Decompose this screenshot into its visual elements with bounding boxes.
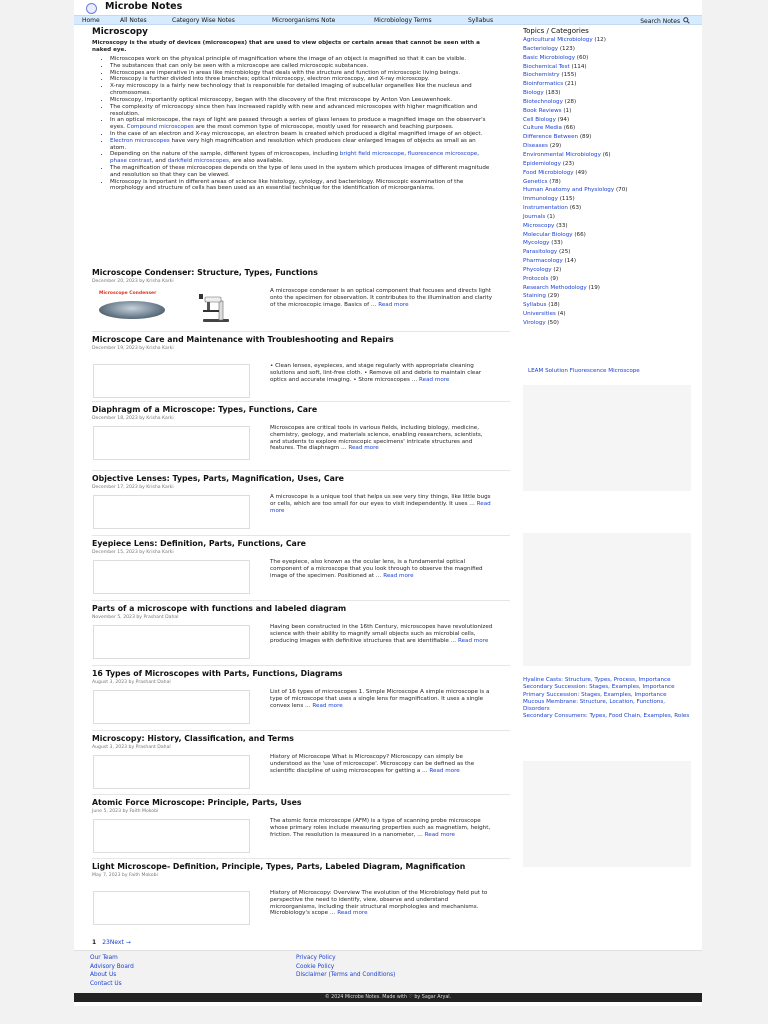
read-more-link[interactable]: Read more bbox=[312, 702, 343, 709]
post-excerpt bbox=[270, 818, 494, 838]
post-meta: December 18, 2023 by Krisha Karki bbox=[92, 415, 174, 421]
topic-link[interactable]: Biotechnology bbox=[523, 98, 563, 105]
topic-count: (94) bbox=[557, 116, 570, 123]
search-notes-button[interactable] bbox=[640, 17, 690, 25]
topic-link[interactable]: Instrumentation bbox=[523, 205, 568, 212]
recent-post-link[interactable]: Hyaline Casts: Structure, Types, Process, Importance bbox=[523, 677, 671, 683]
footer-links-column bbox=[90, 954, 134, 988]
footer-list-item bbox=[296, 971, 395, 980]
post-card bbox=[92, 539, 502, 579]
search-notes-label: Search Notes bbox=[640, 17, 681, 25]
post-card bbox=[92, 798, 502, 838]
topic-link[interactable]: Virology bbox=[523, 320, 546, 326]
post-excerpt-text: A microscope condenser is an optical component that focuses and directs light onto the specimen for observation. It contributes to the illumination and clarity of the microscopic image. Basics of … bbox=[270, 288, 493, 308]
topic-count: (70) bbox=[615, 187, 628, 194]
bullet-text: The magnification of these microscopes depends on the type of lens used in the system which produces images of different magnitude and resolution so that they can be viewed. bbox=[110, 165, 490, 178]
bullet-text: In the case of an electron and X-ray microscope, an electron beam is created which produced a digital magnified image of an object. bbox=[110, 130, 483, 137]
topic-list-item bbox=[523, 204, 691, 213]
bullet-text: , bbox=[477, 151, 480, 158]
recent-post-link[interactable]: Mucous Membrane: Structure, Location, Functions, Disorders bbox=[523, 698, 666, 713]
topic-link[interactable]: Biology bbox=[523, 90, 544, 97]
topic-count: (63) bbox=[569, 205, 582, 212]
footer-link[interactable]: Our Team bbox=[90, 955, 118, 961]
page-container bbox=[74, 0, 702, 1006]
topic-list-item bbox=[523, 54, 691, 63]
topic-list-item bbox=[523, 257, 691, 266]
post-excerpt bbox=[270, 494, 494, 514]
article-bullet-item bbox=[110, 97, 492, 104]
post-thumbnail[interactable] bbox=[93, 690, 250, 724]
article-bullet-list bbox=[110, 56, 492, 192]
topic-list-item bbox=[523, 124, 691, 133]
topic-count: (6) bbox=[602, 151, 611, 158]
post-title-link[interactable]: Eyepiece Lens: Definition, Parts, Functions, Care bbox=[92, 539, 306, 548]
post-title-link[interactable]: Diaphragm of a Microscope: Types, Functions, Care bbox=[92, 405, 318, 414]
topic-list-item bbox=[523, 248, 691, 257]
inline-topic-link[interactable]: Electron microscopes bbox=[110, 137, 170, 144]
post-excerpt-text: The eyepiece, also known as the ocular lens, is a fundamental optical component of a microscope that you look through to observe the magnified image of the specimen. Positioned at … bbox=[270, 559, 483, 579]
topic-list-item bbox=[523, 142, 691, 151]
topic-count: (78) bbox=[549, 178, 561, 185]
topic-count: (183) bbox=[545, 90, 561, 97]
article-intro: Microscopy is the study of devices (microscopes) that are used to view objects or certain areas that cannot be seen with a naked eye. bbox=[92, 40, 480, 53]
topic-link[interactable]: Bacteriology bbox=[523, 45, 559, 52]
main-navigation bbox=[74, 15, 702, 25]
topic-count: (9) bbox=[550, 275, 559, 282]
topic-count: (14) bbox=[564, 258, 577, 265]
post-meta: November 5, 2023 by Prashant Dahal bbox=[92, 614, 179, 620]
topic-list-item bbox=[523, 222, 691, 231]
article-bullet-item bbox=[110, 117, 492, 131]
search-icon bbox=[683, 17, 690, 24]
post-meta: December 15, 2023 by Krisha Karki bbox=[92, 549, 174, 555]
post-meta: December 17, 2023 by Krisha Karki bbox=[92, 484, 174, 490]
topic-list-item bbox=[523, 160, 691, 169]
read-more-link[interactable]: Read more bbox=[348, 445, 379, 452]
topic-list-item bbox=[523, 213, 691, 222]
inline-topic-link[interactable]: fluorescence microscope bbox=[407, 151, 478, 158]
topic-count: (21) bbox=[564, 81, 577, 88]
topic-count: (33) bbox=[551, 240, 563, 247]
bullet-text: In an optical microscope, the rays of light are passed through a series of glass lenses to produce a magnified image on the observer's eyes. bbox=[110, 117, 486, 131]
nav-item-all-notes[interactable]: All Notes bbox=[120, 16, 147, 24]
post-title-link[interactable]: Atomic Force Microscope: Principle, Parts, Uses bbox=[92, 798, 302, 807]
topic-link[interactable]: Genetics bbox=[523, 178, 548, 185]
post-title-link[interactable]: 16 Types of Microscopes with Parts, Functions, Diagrams bbox=[92, 669, 343, 678]
topic-count: (29) bbox=[547, 293, 560, 300]
topic-count: (155) bbox=[561, 72, 577, 79]
topic-list-item bbox=[523, 266, 691, 275]
post-excerpt-text: A microscope is a unique tool that helps us see very tiny things, like little bugs or cells, which are too small for our eyes to visit independently. It uses … bbox=[270, 494, 491, 507]
post-title-link[interactable]: Microscopy: History, Classification, and Terms bbox=[92, 734, 294, 743]
topic-list-item bbox=[523, 301, 691, 310]
topic-link[interactable]: Biochemistry bbox=[523, 72, 560, 79]
topic-list-item bbox=[523, 169, 691, 178]
article-bullet-item bbox=[110, 138, 492, 152]
article-bullet-item bbox=[110, 70, 492, 77]
topic-link[interactable]: Research Methodology bbox=[523, 284, 587, 291]
post-title-link[interactable]: Microscope Condenser: Structure, Types, Functions bbox=[92, 268, 318, 277]
topic-link[interactable]: Universities bbox=[523, 311, 556, 318]
topic-link[interactable]: Molecular Biology bbox=[523, 231, 573, 238]
topic-link[interactable]: Environmental Microbiology bbox=[523, 151, 601, 158]
post-meta: August 3, 2023 by Prashant Dahal bbox=[92, 679, 171, 685]
condenser-image bbox=[99, 301, 165, 319]
post-meta: June 5, 2023 by Faith Mokobi bbox=[92, 808, 159, 814]
post-excerpt bbox=[270, 288, 494, 308]
bullet-text: are the most common type of microscope, mostly used for research and teaching purposes. bbox=[193, 124, 454, 131]
post-excerpt-text: • Clean lenses, eyepieces, and stage regularly with appropriate cleaning solutions and soft, lint-free cloth. • Remove oil and debris to maintain clear optics and accurate imaging. • Store microscopes … bbox=[270, 363, 482, 383]
nav-item-home[interactable]: Home bbox=[82, 16, 100, 24]
footer-list-item bbox=[90, 954, 134, 963]
post-divider bbox=[92, 600, 510, 601]
bullet-text: , and bbox=[151, 158, 168, 165]
post-card bbox=[92, 862, 502, 917]
topic-link[interactable]: Diseases bbox=[523, 143, 548, 150]
footer-list-item bbox=[296, 963, 395, 972]
post-divider bbox=[92, 331, 510, 332]
article-bullet-item bbox=[110, 104, 492, 118]
topic-count: (66) bbox=[574, 231, 586, 238]
footer-links-column bbox=[296, 954, 395, 980]
nav-item-category-wise-notes[interactable]: Category Wise Notes bbox=[172, 16, 235, 24]
topic-link[interactable]: Pharmacology bbox=[523, 258, 563, 265]
topic-list-item bbox=[523, 98, 691, 107]
topic-count: (49) bbox=[575, 169, 587, 176]
post-excerpt-text: The atomic force microscope (AFM) is a type of scanning probe microscope whose primary roles include measuring properties such as magnetism, height, friction. The resolution is measured in a nanometer, … bbox=[270, 818, 491, 838]
topic-list-item bbox=[523, 178, 691, 187]
topic-link[interactable]: Mycology bbox=[523, 240, 550, 247]
post-title-link[interactable]: Microscope Care and Maintenance with Troubleshooting and Repairs bbox=[92, 335, 394, 344]
topic-link[interactable]: Human Anatomy and Physiology bbox=[523, 187, 615, 194]
read-more-link[interactable]: Read more bbox=[429, 767, 460, 774]
footer-list-item bbox=[90, 963, 134, 972]
article-bullet-item bbox=[110, 151, 492, 165]
topic-link[interactable]: Food Microbiology bbox=[523, 169, 574, 176]
post-excerpt-text: History of Microscope What is Microscopy? Microscopy can simply be understood as the 'use of microscope'. Microscopy can be defined as the scientific discipline of using microscopes for getting a … bbox=[270, 754, 475, 774]
site-logo-icon[interactable] bbox=[86, 3, 97, 14]
recent-post-link[interactable]: Primary Succession: Stages, Examples, Importance bbox=[523, 691, 667, 698]
topic-count: (1) bbox=[563, 107, 572, 114]
post-card bbox=[92, 474, 502, 514]
site-footer bbox=[74, 950, 702, 993]
topic-count: (114) bbox=[571, 63, 587, 70]
post-excerpt bbox=[270, 624, 494, 644]
topic-link[interactable]: Epidemiology bbox=[523, 160, 561, 167]
footer-list-item bbox=[90, 971, 134, 980]
footer-link[interactable]: About Us bbox=[90, 972, 117, 978]
site-header bbox=[74, 0, 702, 15]
topic-count: (33) bbox=[556, 222, 568, 229]
article-bullet-item bbox=[110, 63, 492, 70]
post-thumbnail[interactable] bbox=[93, 495, 250, 529]
post-meta: May 7, 2023 by Faith Mokobi bbox=[92, 872, 158, 878]
sidebar-ad-box[interactable] bbox=[523, 385, 691, 491]
topic-count: (4) bbox=[557, 311, 566, 318]
pagination-page-link[interactable]: 3 bbox=[106, 939, 110, 946]
topic-link[interactable]: Syllabus bbox=[523, 302, 547, 309]
copyright-bar: © 2024 Microbe Notes. Made with ♡ by Sagar Aryal. bbox=[74, 993, 702, 1002]
topics-heading: Topics / Categories bbox=[523, 27, 589, 35]
topic-count: (12) bbox=[594, 37, 606, 43]
inline-topic-link[interactable]: Compound microscopes bbox=[126, 124, 194, 131]
topic-list-item bbox=[523, 116, 691, 125]
post-thumbnail[interactable] bbox=[93, 891, 250, 925]
article-bullet-item bbox=[110, 56, 492, 63]
post-thumbnail[interactable] bbox=[93, 755, 250, 789]
bullet-text: The substances that can only be seen with a microscope are called microscopic substances. bbox=[110, 62, 369, 69]
post-card bbox=[92, 268, 502, 308]
post-excerpt bbox=[270, 559, 494, 579]
post-card bbox=[92, 734, 502, 774]
topic-link[interactable]: Culture Media bbox=[523, 125, 562, 132]
nav-item-microorganisms-note[interactable]: Microorganisms Note bbox=[272, 16, 336, 24]
pagination-current-page: 1 bbox=[92, 939, 97, 946]
pagination bbox=[92, 939, 131, 946]
topic-list-item bbox=[523, 36, 691, 45]
topic-link[interactable]: Difference Between bbox=[523, 134, 579, 141]
topic-list-item bbox=[523, 107, 691, 116]
footer-link[interactable]: Privacy Policy bbox=[296, 955, 336, 961]
post-divider bbox=[92, 730, 510, 731]
topic-link[interactable]: Bioinformatics bbox=[523, 81, 564, 88]
thumbnail-caption: Microscope Condenser bbox=[99, 291, 157, 296]
article-bullet-item bbox=[110, 131, 492, 138]
footer-link[interactable]: Contact Us bbox=[90, 980, 122, 987]
topic-list-item bbox=[523, 319, 691, 328]
bullet-text: have very high magnification and resolution which produces clear enlarged images of objects as small as an atom. bbox=[110, 137, 476, 151]
topic-list-item bbox=[523, 292, 691, 301]
post-meta: December 19, 2023 by Krisha Karki bbox=[92, 345, 174, 351]
footer-link[interactable]: Cookie Policy bbox=[296, 963, 335, 970]
article-bullet-item bbox=[110, 76, 492, 83]
topic-count: (115) bbox=[559, 196, 575, 203]
nav-item-microbiology-terms[interactable]: Microbiology Terms bbox=[374, 16, 432, 24]
read-more-link[interactable]: Read more bbox=[383, 572, 414, 579]
post-thumbnail[interactable] bbox=[93, 289, 250, 323]
topic-count: (29) bbox=[549, 143, 562, 150]
topic-count: (28) bbox=[564, 98, 577, 105]
post-thumbnail[interactable] bbox=[93, 364, 250, 398]
article-bullet-item bbox=[110, 165, 492, 179]
read-more-link[interactable]: Read more bbox=[337, 910, 368, 917]
nav-item-syllabus[interactable]: Syllabus bbox=[468, 16, 494, 24]
read-more-link[interactable]: Read more bbox=[270, 500, 491, 514]
sidebar-ad-box[interactable] bbox=[523, 761, 691, 867]
post-thumbnail[interactable] bbox=[93, 426, 250, 460]
topic-list-item bbox=[523, 231, 691, 240]
post-meta: August 3, 2023 by Prashant Dahal bbox=[92, 744, 171, 750]
footer-link[interactable]: Disclaimer (Terms and Conditions) bbox=[296, 972, 396, 978]
bullet-text: Microscopy is important in different areas of science like histology, cytology, and bacteriology. Microscopic examination of the morphology and structure of cells has been used as an essential technique for the identification of microorganisms. bbox=[110, 178, 464, 192]
topic-list-item bbox=[523, 195, 691, 204]
sidebar-ad-box[interactable] bbox=[523, 533, 691, 666]
site-title[interactable]: Microbe Notes bbox=[105, 1, 183, 12]
footer-link[interactable]: Advisory Board bbox=[90, 963, 134, 970]
sidebar-ad-link[interactable]: LEAM Solution Fluorescence Microscope bbox=[528, 368, 640, 374]
topic-count: (89) bbox=[579, 134, 592, 141]
topic-link[interactable]: Basic Microbiology bbox=[523, 54, 576, 61]
post-title-link[interactable]: Objective Lenses: Types, Parts, Magnification, Uses, Care bbox=[92, 474, 344, 483]
bullet-text: Microscopes work on the physical principle of magnification where the image of an object is magnified so that it can be visible. bbox=[110, 56, 467, 62]
topic-link[interactable]: Biochemical Test bbox=[523, 63, 570, 70]
post-excerpt-text: Having been constructed in the 16th Century, microscopes have revolutionized science with their ability to magnify small objects such as microbial cells, producing images with definitive structures that are identifiable … bbox=[270, 624, 493, 644]
footer-list-item bbox=[296, 954, 395, 963]
read-more-link[interactable]: Read more bbox=[424, 831, 455, 838]
article-bullet-item bbox=[110, 83, 492, 97]
bullet-text: Microscopy, importantly optical microscopy, began with the discovery of the first microscope by Anton Von Leeuwenhoek. bbox=[110, 96, 452, 103]
microscope-icon bbox=[195, 293, 235, 323]
bullet-text: The complexity of microscopy since then has increased rapidly with new and advanced microscopes with higher magnification and resolution. bbox=[110, 103, 478, 117]
post-divider bbox=[92, 794, 510, 795]
topics-list bbox=[523, 36, 691, 328]
topic-count: (1) bbox=[547, 213, 555, 220]
topic-list-item bbox=[523, 284, 691, 293]
bullet-text: X-ray microscopy is a fairly new technology that is responsible for detailed imaging of subcellular organelles like the nucleus and chromosomes. bbox=[110, 83, 472, 97]
post-divider bbox=[92, 665, 510, 666]
post-excerpt-text: History of Microscopy: Overview The evolution of the Microbiology field put to perspective the need to identify, view, observe and understand microorganisms, including their structural morphologies and mechanisms. Microbiology's scope … bbox=[270, 890, 488, 917]
bullet-text: Microscopy is further divided into three branches; optical microscopy, electron microscopy, and X-ray microscopy. bbox=[110, 76, 430, 83]
inline-topic-link[interactable]: phase contrast bbox=[110, 158, 152, 165]
topic-link[interactable]: Parasitology bbox=[523, 249, 558, 256]
topic-list-item bbox=[523, 45, 691, 54]
topic-list-item bbox=[523, 89, 691, 98]
bullet-text: Microscopes are imperative in areas like microbiology that deals with the structure and function of microscopic living beings. bbox=[110, 69, 461, 76]
topic-list-item bbox=[523, 151, 691, 160]
bullet-text: , are also available. bbox=[228, 158, 284, 165]
bullet-text: , bbox=[404, 151, 408, 158]
post-card bbox=[92, 335, 502, 383]
topic-count: (19) bbox=[588, 284, 600, 291]
article-bullet-item bbox=[110, 179, 492, 193]
topic-link[interactable]: Protocols bbox=[523, 275, 549, 282]
topic-link[interactable]: Book Reviews bbox=[523, 107, 562, 114]
topic-list-item bbox=[523, 63, 691, 72]
topic-link[interactable]: Immunology bbox=[523, 196, 558, 203]
read-more-link[interactable]: Read more bbox=[457, 637, 489, 644]
inline-topic-link[interactable]: darkfield microscopes bbox=[167, 158, 229, 165]
post-excerpt-text: Microscopes are critical tools in various fields, including biology, medicine, chemistry, geology, and materials science, enabling researchers, scientists, and students to explore microscopic specimens' intricate structures and features. The diaphragm … bbox=[270, 425, 483, 452]
post-excerpt bbox=[270, 890, 494, 917]
post-thumbnail[interactable] bbox=[93, 560, 250, 594]
recent-post-link[interactable]: Secondary Consumers: Types, Food Chain, Examples, Roles bbox=[523, 713, 690, 720]
topic-link[interactable]: Journals bbox=[523, 213, 546, 220]
inline-topic-link[interactable]: bright field microscope bbox=[339, 151, 405, 158]
topic-list-item bbox=[523, 133, 691, 142]
post-title-link[interactable]: Light Microscope- Definition, Principle, Types, Parts, Labeled Diagram, Magnification bbox=[92, 862, 466, 871]
post-thumbnail[interactable] bbox=[93, 819, 250, 853]
post-card bbox=[92, 669, 502, 709]
topic-count: (60) bbox=[576, 54, 589, 61]
post-thumbnail[interactable] bbox=[93, 625, 250, 659]
topic-count: (2) bbox=[553, 266, 562, 273]
topic-count: (123) bbox=[559, 45, 575, 52]
post-card bbox=[92, 604, 502, 644]
recent-posts-list bbox=[523, 677, 691, 721]
post-excerpt bbox=[270, 363, 494, 383]
pagination-next-link[interactable]: Next → bbox=[109, 939, 131, 946]
post-divider bbox=[92, 858, 510, 859]
post-meta: December 20, 2023 by Krisha Karki bbox=[92, 278, 174, 284]
topic-list-item bbox=[523, 310, 691, 319]
topic-link[interactable]: Microscopy bbox=[523, 222, 555, 229]
post-excerpt-text: List of 16 types of microscopes 1. Simple Microscope A simple microscope is a type of microscope that uses a single lens for magnification. It uses a single convex lens … bbox=[270, 689, 490, 709]
post-excerpt bbox=[270, 754, 494, 774]
post-divider bbox=[92, 470, 510, 471]
post-card bbox=[92, 405, 502, 452]
topic-count: (25) bbox=[558, 249, 571, 256]
topic-count: (23) bbox=[562, 160, 575, 167]
footer-list-item bbox=[90, 980, 134, 989]
bullet-text: Depending on the nature of the sample, different types of microscopes, including bbox=[110, 151, 340, 158]
recent-post-link[interactable]: Secondary Succession: Stages, Examples, Importance bbox=[523, 684, 675, 691]
topic-count: (50) bbox=[547, 320, 559, 326]
topic-count: (18) bbox=[548, 302, 560, 309]
post-divider bbox=[92, 401, 510, 402]
article-title: Microscopy bbox=[92, 27, 148, 37]
post-divider bbox=[92, 535, 510, 536]
read-more-link[interactable]: Read more bbox=[378, 301, 409, 308]
read-more-link[interactable]: Read more bbox=[419, 376, 450, 383]
pagination-page-link[interactable]: 2 bbox=[102, 939, 107, 946]
topic-list-item bbox=[523, 80, 691, 89]
topic-link[interactable]: Phycology bbox=[523, 266, 552, 273]
sidebar bbox=[523, 27, 691, 720]
post-excerpt bbox=[270, 425, 494, 452]
topic-list-item bbox=[523, 186, 691, 195]
post-excerpt bbox=[270, 689, 494, 709]
topic-link[interactable]: Agricultural Microbiology bbox=[523, 37, 593, 43]
post-title-link[interactable]: Parts of a microscope with functions and labeled diagram bbox=[92, 604, 347, 613]
topic-count: (66) bbox=[563, 125, 576, 132]
topic-link[interactable]: Cell Biology bbox=[523, 116, 556, 123]
topic-list-item bbox=[523, 275, 691, 284]
topic-link[interactable]: Staining bbox=[523, 293, 546, 300]
topic-list-item bbox=[523, 71, 691, 80]
topic-list-item bbox=[523, 239, 691, 248]
